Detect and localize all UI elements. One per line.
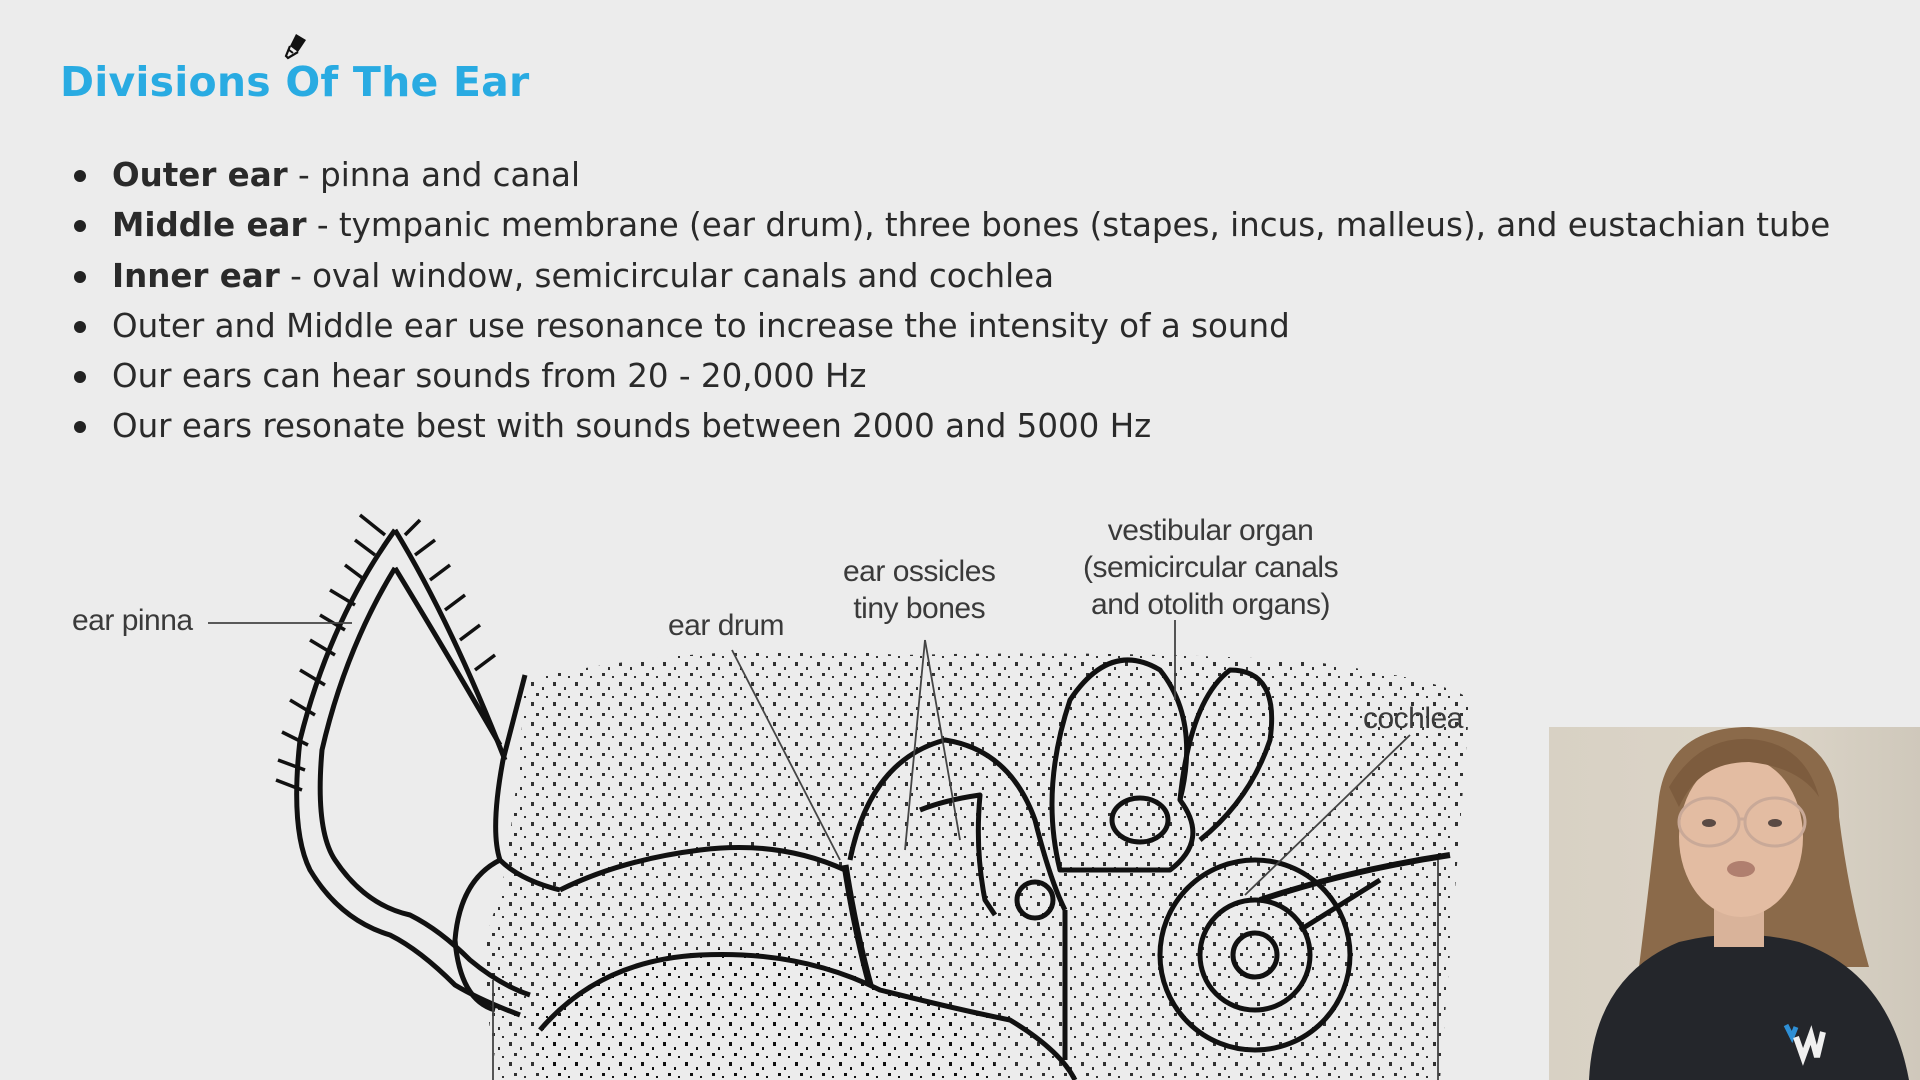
label-cochlea: cochlea xyxy=(1363,702,1463,735)
bullet-dot-icon xyxy=(74,371,86,383)
bullet-item: Middle ear - tympanic membrane (ear drum), three bones (stapes, incus, malleus), and eustachian tube xyxy=(72,200,1830,250)
label-ear-drum: ear drum xyxy=(668,609,785,642)
bullet-list xyxy=(72,150,1830,452)
bullet-item: Our ears resonate best with sounds between 2000 and 5000 Hz xyxy=(72,401,1830,451)
bullet-dot-icon xyxy=(74,271,86,283)
label-vestibular-organ: vestibular organ (semicircular canals and otolith organs) xyxy=(1083,514,1339,621)
bullet-item: Outer ear - pinna and canal xyxy=(72,150,1830,200)
bullet-item: Inner ear - oval window, semicircular canals and cochlea xyxy=(72,251,1830,301)
bullet-item: Our ears can hear sounds from 20 - 20,000 Hz xyxy=(72,351,1830,401)
pen-cursor-icon xyxy=(280,28,314,62)
label-ear-pinna: ear pinna xyxy=(72,604,193,637)
presenter-person-icon xyxy=(1549,727,1920,1080)
slide-title: Divisions Of The Ear xyxy=(60,58,530,106)
bullet-dot-icon xyxy=(74,421,86,433)
bullet-dot-icon xyxy=(74,220,86,232)
presenter-webcam xyxy=(1549,727,1920,1080)
bullet-dot-icon xyxy=(74,170,86,182)
ear-anatomy-diagram xyxy=(0,480,1520,1080)
bullet-item: Outer and Middle ear use resonance to increase the intensity of a sound xyxy=(72,301,1830,351)
label-ear-ossicles: ear ossicles tiny bones xyxy=(843,555,996,625)
bullet-dot-icon xyxy=(74,321,86,333)
